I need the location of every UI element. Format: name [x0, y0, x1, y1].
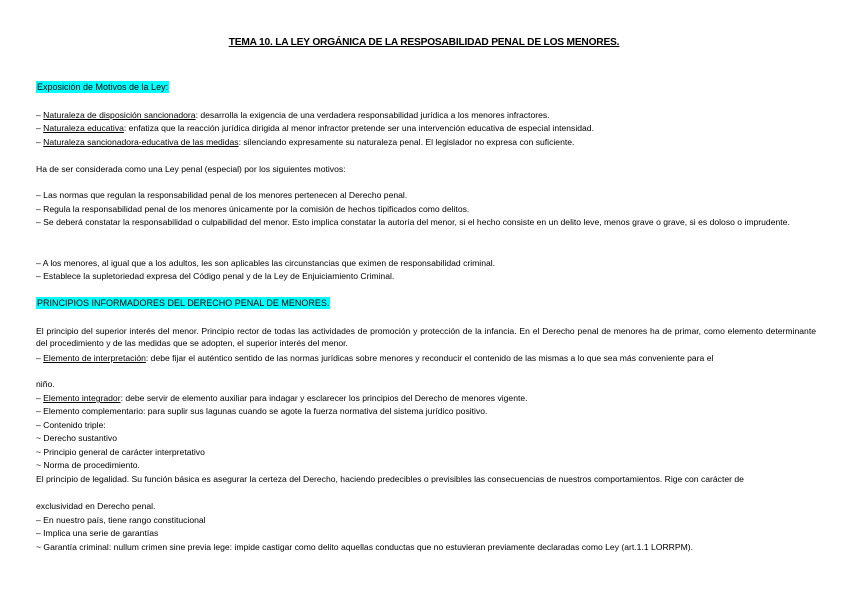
paragraph-continuation: exclusividad en Derecho penal. [36, 501, 156, 511]
item-term: Elemento de interpretación [43, 353, 146, 363]
list-item: – Regula la responsabilidad penal de los menores únicamente por la comisión de hechos tipificados como delitos. [36, 204, 470, 214]
item-dash: – [36, 353, 44, 363]
list-item: ~ Norma de procedimiento. [36, 460, 140, 470]
item-dash: – [36, 123, 44, 133]
list-item: – Elemento complementario: para suplir sus lagunas cuando se agote la fuerza normativa del sistema jurídico positivo. [36, 406, 488, 416]
paragraph-interes-menor: El principio del superior interés del menor. Principio rector de todas las actividades de promoción y protección de la infancia. En el Derecho penal de menores ha de primar, como elemento determinante del procedimiento y de las medidas que se adopten, el superior interés del menor. [36, 326, 816, 348]
item-dash: – [36, 137, 44, 147]
list-item: – En nuestro país, tiene rango constitucional [36, 515, 206, 525]
list-item: ~ Derecho sustantivo [36, 433, 117, 443]
item-text: : enfatiza que la reacción jurídica dirigida al menor infractor pretende ser una intervención educativa de especial intensidad. [123, 123, 594, 133]
paragraph-legalidad: El principio de legalidad. Su función básica es asegurar la certeza del Derecho, haciendo predecibles o previsibles las consecuencias de nuestros comportamientos. Rige con carácter de [36, 474, 744, 484]
list-item: – Las normas que regulan la responsabilidad penal de los menores pertenecen al Derecho penal. [36, 190, 408, 200]
section-heading-exposicion: Exposición de Motivos de la Ley: [37, 82, 169, 92]
item-term: Naturaleza de disposición sancionadora [43, 110, 196, 120]
item-term: Naturaleza educativa [43, 123, 124, 133]
item-dash: – [36, 393, 44, 403]
item-text: : debe fijar el auténtico sentido de las normas jurídicas sobre menores y reconducir el contenido de las mismas a lo que sea más conveniente para el [145, 353, 714, 363]
list-item-continuation: niño. [36, 379, 55, 389]
section-heading-principios: PRINCIPIOS INFORMADORES DEL DERECHO PENAL DE MENORES. [37, 298, 330, 308]
list-item: – Contenido triple: [36, 420, 106, 430]
list-item [36, 109, 816, 121]
item-text: : desarrolla la exigencia de una verdadera responsabilidad jurídica a los menores infractores. [195, 110, 550, 120]
list-item: – Se deberá constatar la responsabilidad o culpabilidad del menor. Esto implica constatar la autoría del menor, si el hecho consiste en un delito leve, menos grave o grave, si es doloso o imprudente. [36, 217, 790, 227]
list-item: – A los menores, al igual que a los adultos, les son aplicables las circunstancias que eximen de responsabilidad criminal. [36, 258, 496, 268]
item-term: Elemento integrador [43, 393, 121, 403]
list-item [36, 392, 816, 404]
list-item [36, 352, 816, 364]
item-text: : debe servir de elemento auxiliar para indagar y esclarecer los principios del Derecho de menores vigente. [120, 393, 528, 403]
item-term: Naturaleza sancionadora-educativa de las medidas [43, 137, 239, 147]
item-text: : silenciando expresamente su naturaleza penal. El legislador no expresa con suficiente. [238, 137, 575, 147]
list-item: ~ Principio general de carácter interpretativo [36, 447, 205, 457]
list-item: – Establece la supletoriedad expresa del Código penal y de la Ley de Enjuiciamiento Criminal. [36, 271, 395, 281]
list-item: – Implica una serie de garantías [36, 528, 159, 538]
page-title: TEMA 10. LA LEY ORGÁNICA DE LA RESPOSABILIDAD PENAL DE LOS MENORES. [228, 37, 620, 48]
item-dash: – [36, 110, 44, 120]
motivos-intro: Ha de ser considerada como una Ley penal (especial) por los siguientes motivos: [36, 164, 346, 174]
list-item [36, 122, 816, 134]
list-item [36, 136, 816, 148]
list-item: ~ Garantía criminal: nullum crimen sine previa lege: impide castigar como delito aquellas conductas que no estuvieran previamente declaradas como Ley (art.1.1 LORRPM). [36, 542, 694, 552]
